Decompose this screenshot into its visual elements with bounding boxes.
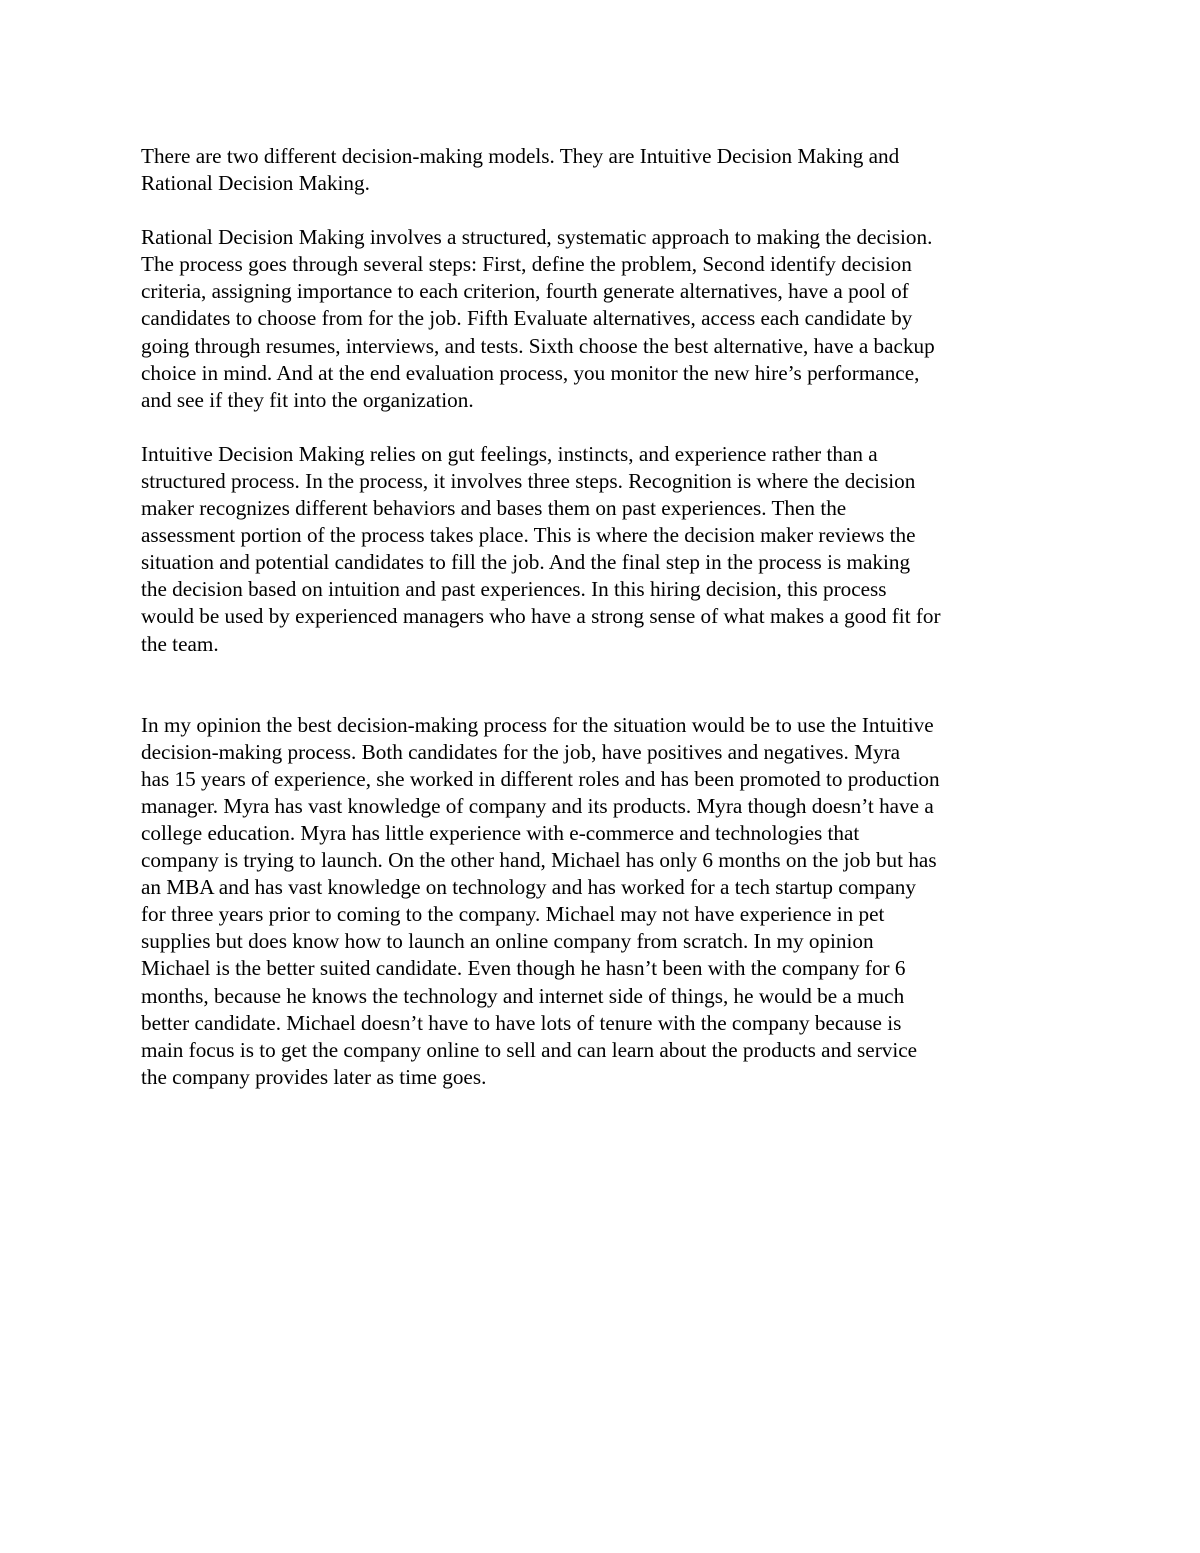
paragraph-rational-decision-making: Rational Decision Making involves a structured, systematic approach to making the decision. The process goes through several steps: First, define the problem, Second identify decision criteria, assigning importance to each criterion, fourth generate alternatives, have a pool of candidates to choose from for the job. Fifth Evaluate alternatives, access each candidate by going through resumes, interviews, and tests. Sixth choose the best alternative, have a backup choice in mind. And at the end evaluation process, you monitor the new hire’s performance, and see if they fit into the organization. bbox=[141, 225, 935, 412]
paragraph-intro: There are two different decision-making models. They are Intuitive Decision Making and Rational Decision Making. bbox=[141, 144, 900, 196]
paragraph-intuitive-decision-making: Intuitive Decision Making relies on gut feelings, instincts, and experience rather than a structured process. In the process, it involves three steps. Recognition is where the decision maker recognizes different behaviors and bases them on past experiences. Then the assessment portion of the process takes place. This is where the decision maker reviews the situation and potential candidates to fill the job. And the final step in the process is making the decision based on intuition and past experiences. In this hiring decision, this process would be used by experienced managers who have a strong sense of what makes a good fit for the team. bbox=[141, 441, 941, 656]
paragraph-opinion: In my opinion the best decision-making process for the situation would be to use the Intuitive decision-making process. Both candidates for the job, have positives and negatives. Myra has 15 years of experience, she worked in different roles and has been promoted to production manager. Myra has vast knowledge of company and its products. Myra though doesn’t have a college education. Myra has little experience with e-commerce and technologies that company is trying to launch. On the other hand, Michael has only 6 months on the job but has an MBA and has vast knowledge on technology and has worked for a tech startup company for three years prior to coming to the company. Michael may not have experience in pet supplies but does know how to launch an online company from scratch. In my opinion Michael is the better suited candidate. Even though he hasn’t been with the company for 6 months, because he knows the technology and internet side of things, he would be a much better candidate. Michael doesn’t have to have lots of tenure with the company because is main focus is to get the company online to sell and can learn about the products and service the company provides later as time goes. bbox=[141, 712, 940, 1089]
document-body bbox=[141, 143, 1061, 1091]
